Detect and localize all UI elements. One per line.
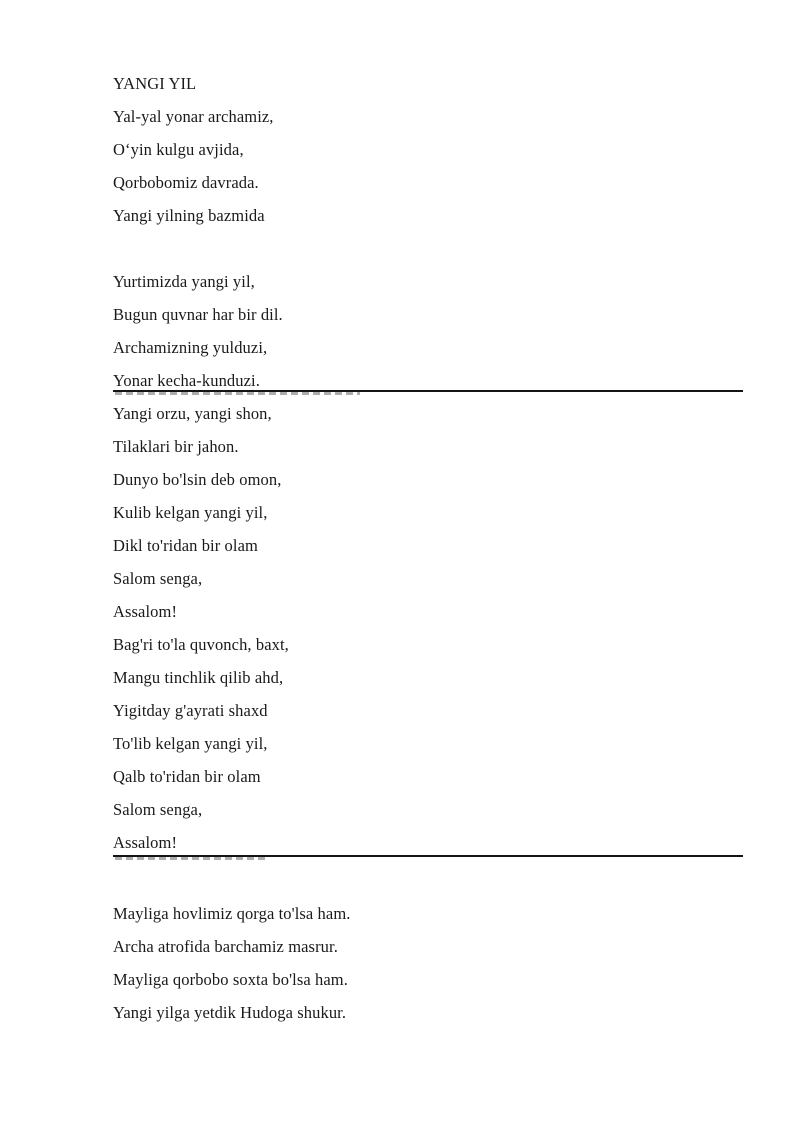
section-rule bbox=[113, 390, 743, 392]
poem-line: Yurtimizda yangi yil, bbox=[113, 272, 255, 291]
poem-line: Archamizning yulduzi, bbox=[113, 338, 268, 357]
section-rule bbox=[113, 855, 743, 857]
poem-line: Yigitday g'ayrati shaxd bbox=[113, 701, 268, 720]
poem-line: Mangu tinchlik qilib ahd, bbox=[113, 668, 284, 687]
poem-line: Kulib kelgan yangi yil, bbox=[113, 503, 268, 522]
text-remnant-artifact bbox=[115, 392, 360, 395]
text-remnant-artifact bbox=[115, 857, 265, 860]
poem-line: Yangi orzu, yangi shon, bbox=[113, 404, 272, 423]
poem-line: Bugun quvnar har bir dil. bbox=[113, 305, 283, 324]
poem-line: Salom senga, bbox=[113, 569, 203, 588]
poem-line: Qalb to'ridan bir olam bbox=[113, 767, 261, 786]
poem-line: Assalom! bbox=[113, 833, 178, 852]
poem-line: Salom senga, bbox=[113, 800, 203, 819]
poem-line: Yangi yilning bazmida bbox=[113, 206, 265, 225]
poem-line: Archa atrofida barchamiz masrur. bbox=[113, 937, 338, 956]
poem-line: Assalom! bbox=[113, 602, 178, 621]
poem-line: Tilaklari bir jahon. bbox=[113, 437, 239, 456]
poem-line: Qorbobomiz davrada. bbox=[113, 173, 259, 192]
poem-line: Mayliga hovlimiz qorga to'lsa ham. bbox=[113, 904, 351, 923]
poem-line: Yonar kecha-kunduzi. bbox=[113, 371, 260, 390]
poem-line: Dunyo bo'lsin deb omon, bbox=[113, 470, 282, 489]
poem-line: Bag'ri to'la quvonch, baxt, bbox=[113, 635, 289, 654]
poem-line: Yal-yal yonar archamiz, bbox=[113, 107, 274, 126]
poem-content bbox=[113, 67, 743, 1029]
poem-line: Mayliga qorbobo soxta bo'lsa ham. bbox=[113, 970, 348, 989]
poem-line: To'lib kelgan yangi yil, bbox=[113, 734, 268, 753]
blank-line bbox=[113, 232, 743, 265]
poem-line: Yangi yilga yetdik Hudoga shukur. bbox=[113, 1003, 347, 1022]
poem-line: Dikl to'ridan bir olam bbox=[113, 536, 258, 555]
poem-title: YANGI YIL bbox=[113, 74, 197, 93]
poem-line: Oʻyin kulgu avjida, bbox=[113, 140, 244, 159]
